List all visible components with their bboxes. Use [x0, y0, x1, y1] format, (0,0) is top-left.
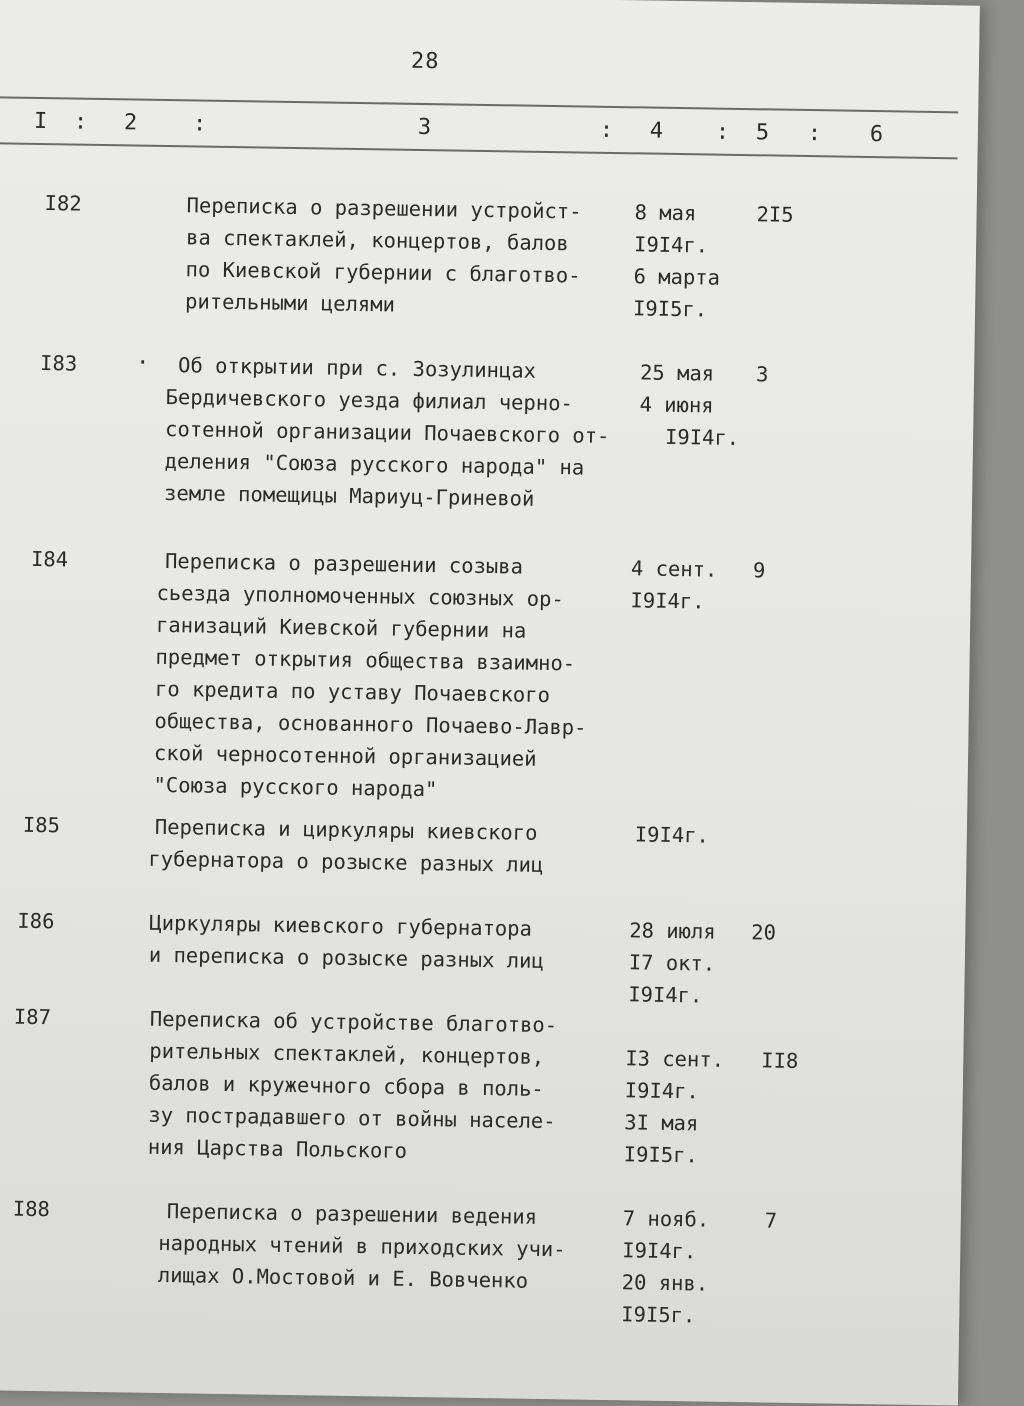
entry-sheet-count: 7	[764, 1208, 778, 1233]
entry-description: Переписка об устройстве благотво- рительных спектаклей, концертов, балов и кружечного сбора в поль- зу пострадавшего от войны населе- ния Царства Польского	[147, 1006, 558, 1163]
entry-dates: 4 сент. I9I4г.	[630, 556, 718, 614]
column-header-5: 5	[755, 120, 770, 146]
entry-sheet-count: 2I5	[756, 202, 794, 227]
header-rule-top	[0, 96, 958, 113]
entry-sheet-count: 20	[751, 920, 777, 945]
entry-dates: 25 мая 4 июня I9I4г.	[639, 360, 740, 450]
column-separator: :	[807, 121, 822, 147]
entry-description: Циркуляры киевского губернатора и переписка о розыске разных лиц	[148, 910, 544, 973]
entry-description: Переписка о разрешении устройст- ва спектаклей, концертов, балов по Киевской губернии с благотво- рительными целями	[184, 193, 582, 317]
entry-description: Переписка о разрешении ведения народных чтений в приходских учи- лищах О.Мостовой и Е. Вовченко	[157, 1199, 566, 1293]
entry-number: I85	[22, 812, 61, 838]
entry-sheet-count: II8	[761, 1048, 799, 1073]
entry-number: I87	[13, 1004, 52, 1030]
column-separator: :	[715, 119, 730, 145]
page-number: 28	[410, 48, 440, 75]
entry-dates: 7 нояб. I9I4г. 20 янв. I9I5г.	[621, 1206, 710, 1328]
entry-number: I83	[39, 350, 78, 376]
entry-description: Переписка и циркуляры киевского губернатора о розыске разных лиц	[148, 814, 544, 877]
entry-number: I84	[30, 546, 69, 572]
entry-description: Переписка о разрешении созыва сьезда уполномоченных союзных ор- ганизаций Киевской губернии на предмет открытия общества взаимно- го кредита по уставу Почаевского общества, основанного Почаево-Лавр- ской черносотенной организацией "Союза русского народа"	[153, 548, 587, 802]
entry-sheet-count: 3	[755, 362, 769, 387]
stray-mark: ·	[135, 350, 150, 376]
column-separator: :	[599, 117, 614, 143]
column-separator: :	[192, 111, 207, 137]
column-header-1: I	[33, 108, 48, 135]
column-header-2: 2	[123, 110, 138, 136]
column-header-4: 4	[649, 118, 664, 144]
column-separator: :	[73, 109, 88, 135]
entry-dates: I3 сент. I9I4г. 3I мая I9I5г.	[623, 1046, 725, 1168]
entry-number: I86	[17, 908, 55, 934]
column-header-3: 3	[417, 114, 432, 141]
entry-dates: I9I4г.	[634, 822, 710, 848]
entry-dates: 8 мая I9I4г. 6 марта I9I5г.	[632, 200, 721, 322]
entry-sheet-count: 9	[752, 558, 766, 583]
entry-number: I82	[44, 191, 82, 216]
column-header-6: 6	[869, 121, 884, 148]
entry-number: I88	[12, 1196, 51, 1222]
entry-dates: 28 июля I7 окт. I9I4г.	[628, 918, 716, 1008]
entry-description: Об открытии при с. Зозулинцах Бердичевского уезда филиал черно- сотенной организации Почаевского от- деления "Союза русского народа" на земле помещицы Мариуц-Гриневой	[163, 353, 610, 511]
